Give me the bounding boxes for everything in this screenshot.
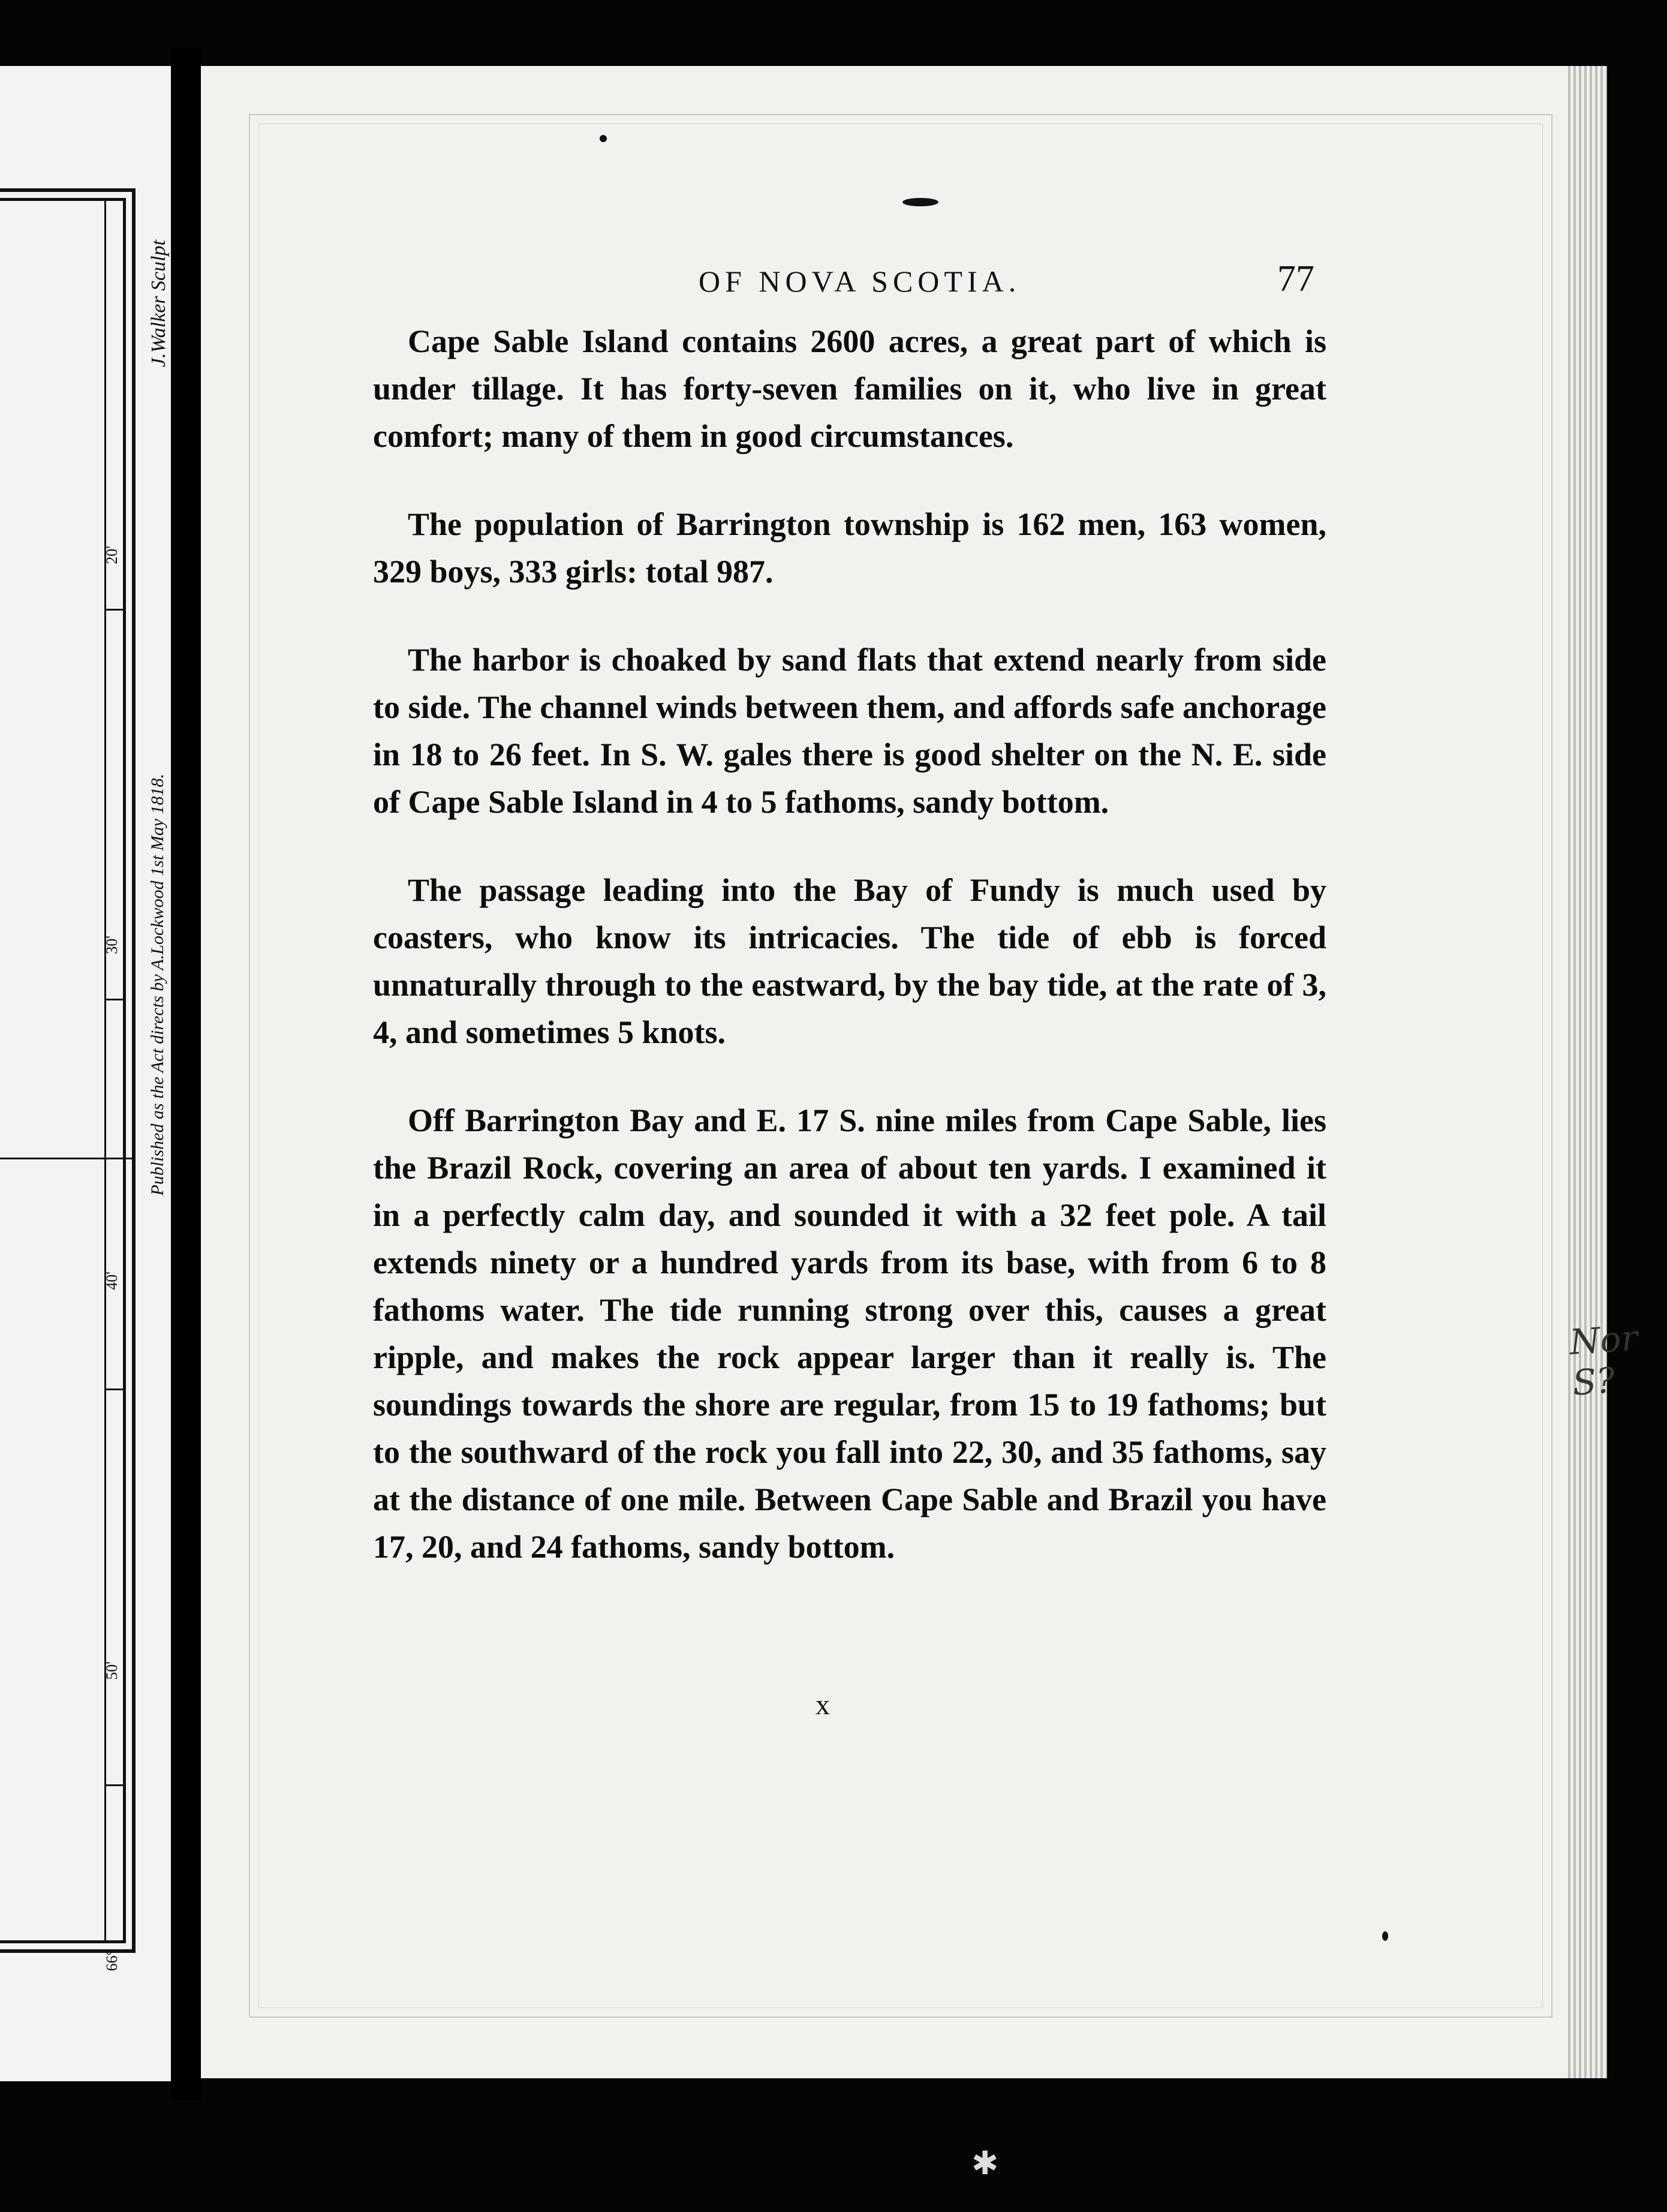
running-head: OF NOVA SCOTIA. <box>699 265 1021 298</box>
degree-mark: 50' <box>103 1661 121 1680</box>
paragraph: The harbor is choaked by sand flats that extend nearly from side to side. The channel winds between them, and affords safe anchorage in 18 to 26 feet. In S. W. gales there is good shelter on the N. E. side of Cape Sable Island in 4 to 5 fathoms, sandy bottom. <box>373 642 1326 820</box>
page-number: 77 <box>1277 259 1314 299</box>
paragraph: Off Barrington Bay and E. 17 S. nine miles from Cape Sable, lies the Brazil Rock, covering an area of about ten yards. I examined it in a perfectly calm day, and sounded it with a 32 feet pole. A tail extends ninety or a hundred yards from its base, with from 6 to 8 fathoms water. The tide running strong over this, causes a great ripple, and makes the rock appear larger than it really is. The soundings towards the shore are regular, from 15 to 19 fathoms; but to the southward of the rock you fall into 22, 30, and 35 fathoms, say at the distance of one mile. Between Cape Sable and Brazil you have 17, 20, and 24 fathoms, sandy bottom. <box>373 1102 1326 1565</box>
left-facing-page <box>0 66 171 2081</box>
map-tick <box>106 1388 123 1390</box>
signature-mark: x <box>816 1689 830 1721</box>
map-inner-rule <box>0 201 106 1940</box>
publisher-line: Published as the Act directs by A.Lockwood 1st May 1818. <box>148 774 167 1196</box>
bottom-smudge-icon: ✱ <box>971 2144 999 2182</box>
page-edge-stack <box>1568 66 1607 2078</box>
book-gutter <box>171 48 201 2099</box>
book-page <box>201 66 1639 2078</box>
degree-mark: 20' <box>103 546 121 564</box>
degree-mark: 40' <box>103 1272 121 1290</box>
ink-speck <box>902 198 938 206</box>
map-tick <box>106 609 123 611</box>
paragraph: The passage leading into the Bay of Fundy is much used by coasters, who know its intricacies. The tide of ebb is forced unnaturally through to the eastward, by the bay tide, at the rate of 3, 4, and sometimes 5 knots. <box>373 872 1326 1050</box>
handwritten-margin-note: Nor S? <box>1568 1317 1639 1403</box>
ink-speck <box>600 135 607 142</box>
map-grid-line <box>0 1158 132 1159</box>
engraver-credit: J.Walker Sculpt <box>148 240 170 368</box>
paragraph: The population of Barrington township is 162 men, 163 women, 329 boys, 333 girls: total 987. <box>373 506 1326 590</box>
degree-mark: 66° <box>103 1949 121 1971</box>
body-text <box>373 318 1326 1612</box>
ink-speck <box>1382 1931 1388 1941</box>
map-tick <box>106 1784 123 1786</box>
paragraph: Cape Sable Island contains 2600 acres, a great part of which is under tillage. It has forty-seven families on it, who live in great comfort; many of them in good circumstances. <box>373 323 1326 454</box>
degree-mark: 30' <box>103 936 121 954</box>
map-plate-border <box>0 198 126 1943</box>
map-tick <box>106 999 123 1000</box>
